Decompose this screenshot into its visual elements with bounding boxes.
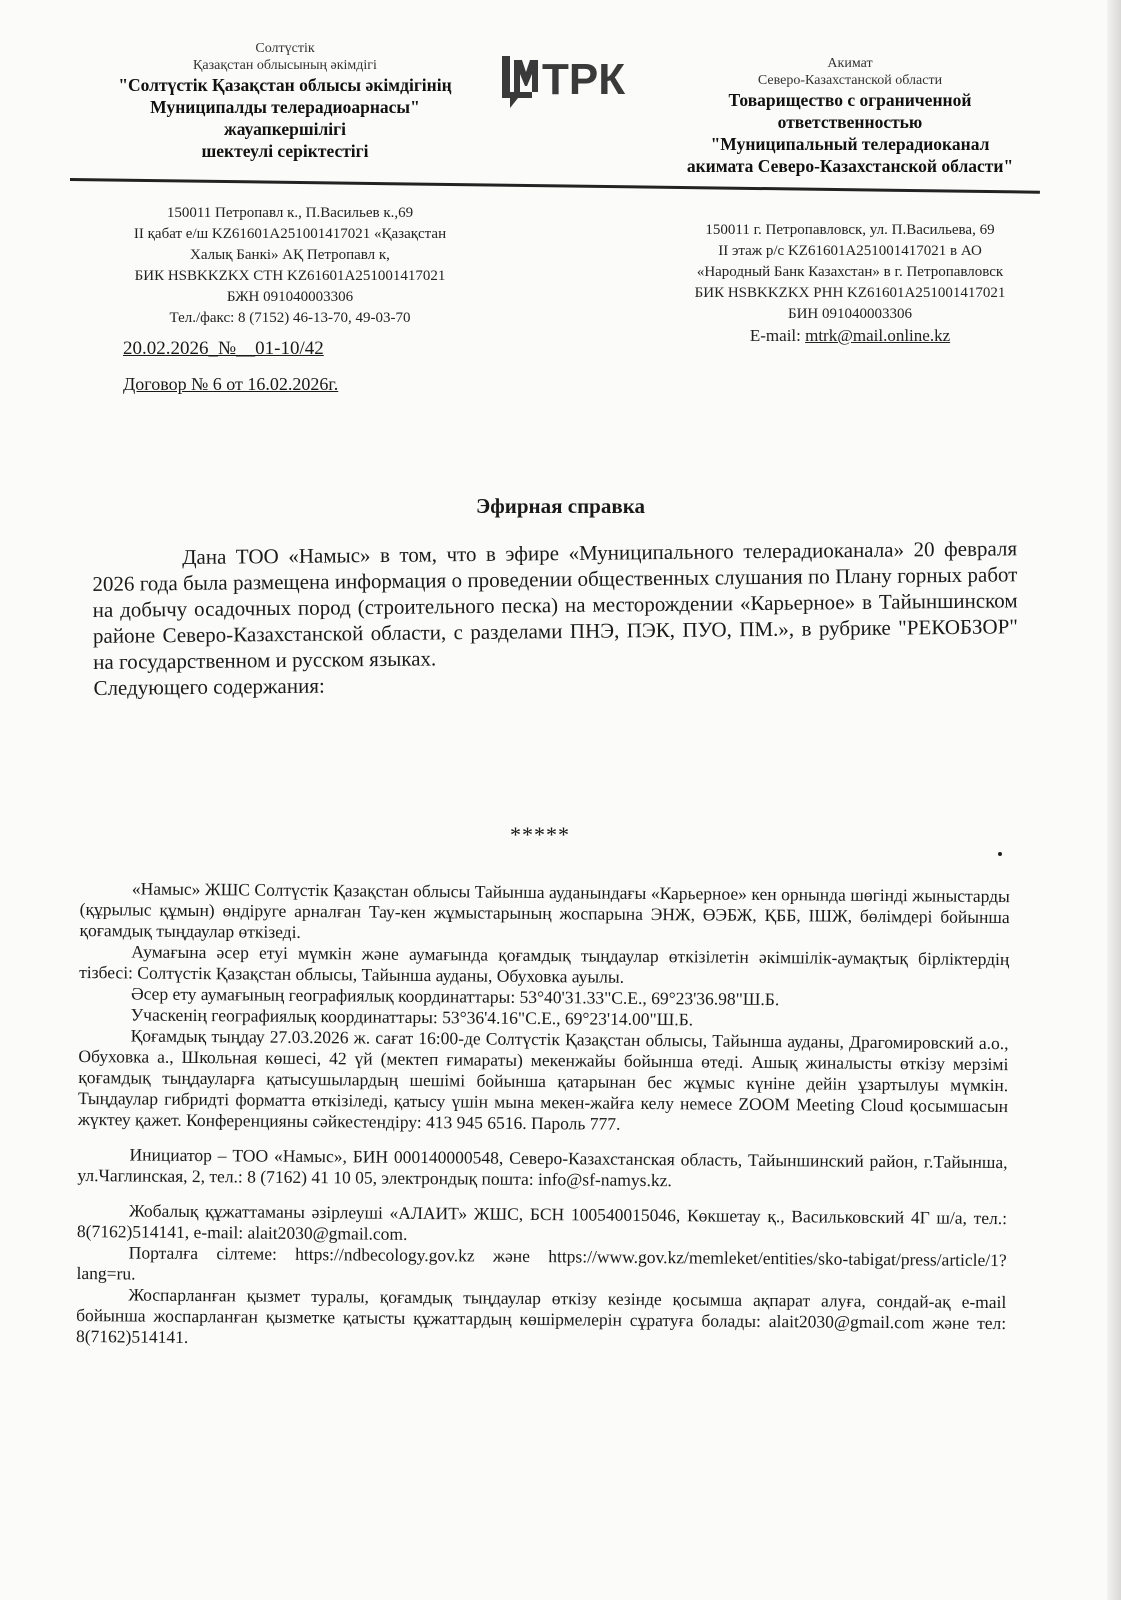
requisite-line: БИК HSBKKZKX СТН KZ61601A251001417021: [134, 268, 446, 284]
announcement-paragraph: Инициатор – ТОО «Намыс», БИН 000140000548, Северо-Казахстанская область, Тайыншинский район, г.Тайынша, ул.Чаглинская, 2, тел.: 8 (7162) 41 10 05, электрондық пошта: info@sf-namys.kz.: [77, 1144, 1008, 1191]
announcement-paragraph: Әсер ету аумағының географиялық координаттары: 53°40'31.33"С.Е., 69°23'36.98"Ш.Б.: [130, 983, 780, 1010]
announcement-paragraph: Жоспарланған қызмет туралы, қоғамдық тыңдаулар өткізу кезінде қосымша ақпарат алуға, сондай-ақ e-mail бойынша жоспарланған қызметке қатысты құжаттардың көшірмелерін сұратуға болады: alait2030@gmail.com және тел: 8(7162)514141.: [75, 1284, 1007, 1347]
contract-reference: Договор № 6 от 16.02.2026г.: [123, 374, 339, 394]
letterhead-kz-org: Муниципалды телерадиоарнасы": [150, 97, 420, 117]
letterhead-ru-org: ответственностью: [777, 112, 923, 132]
requisite-line: Халық Банкі» АҚ Петропавл к,: [190, 247, 390, 263]
letterhead-ru-org: акимата Северо-Казахстанской области": [686, 156, 1014, 176]
document-title: Эфирная справка: [476, 494, 645, 518]
letterhead-ru-org: "Муниципальный телерадиоканал: [710, 134, 990, 154]
certificate-body: [92, 535, 1019, 701]
requisite-line: II қабат е/ш KZ61601A251001417021 «Қазақстан: [133, 226, 447, 242]
logo-text: ТРК: [542, 55, 626, 104]
certificate-paragraph: Дана ТОО «Намыс» в том, что в эфире «Муниципального телерадиоканала» 20 февраля 2026 года была размещена информация о проведении общественных слушания по Плану горных работ на добычу осадочных пород (строительного песка) на месторождении «Карьерное» в Тайыншинском районе Северо-Казахстанской области, с разделами ПНЭ, ПЭК, ПУО, ПМ.», в рубрике "РЕКОБЗОР" на государственном и русском языках.: [92, 536, 1019, 674]
header-divider: [70, 178, 1040, 194]
requisites-kz: [70, 203, 510, 329]
letterhead-ru-org: Товарищество с ограниченной: [728, 90, 972, 110]
requisite-line: «Народный Банк Казахстан» в г. Петропавловск: [696, 264, 1004, 280]
letterhead-kz-org: жауапкершілігі: [224, 119, 346, 139]
letterhead-kz-line: Солтүстік: [255, 41, 315, 56]
announcement-paragraph: Порталға сілтеме: https://ndbecology.gov.kz және https://www.gov.kz/memleket/entities/sko-tabigat/press/article/1?lang=ru.: [76, 1242, 1007, 1284]
certificate-following: Следующего содержания:: [93, 673, 325, 700]
speck: [998, 852, 1002, 856]
email-link[interactable]: mtrk@mail.online.kz: [805, 326, 951, 345]
requisite-line: БИН 091040003306: [787, 306, 913, 322]
logo-mark-icon: [496, 52, 656, 114]
letterhead-ru: [650, 55, 1050, 177]
letterhead-kz-org: шектеулі серіктестігі: [201, 141, 369, 161]
announcement-paragraph: Аумағына әсер етуі мүмкін және аумағында қоғамдық тыңдаулар өткізілетін әкімшілік-аумақтық бірліктердің тізбесі: Солтүстік Қазақстан облысы, Тайынша ауданы, Обуховка ауылы.: [79, 941, 1010, 987]
letterhead-kz: [70, 40, 500, 162]
email-label: E-mail:: [749, 326, 801, 345]
announcement-paragraph: «Намыс» ЖШС Солтүстік Қазақстан облысы Тайынша ауданындағы «Карьерное» кен орнында шөгінді жыныстарды (құрылыс құмын) өндіруге арналған Тау-кен жұмыстарының жоспарына ЭНЖ, ӨЭБЖ, ҚББ, ІШЖ, бөлімдері бойынша қоғамдық тыңдаулар өткізеді.: [79, 878, 1010, 942]
requisite-line: БИК HSBKKZKX РНН KZ61601A251001417021: [694, 285, 1006, 301]
letterhead-kz-line: Қазақстан облысының әкімдігі: [193, 58, 377, 73]
letterhead-kz-org: "Солтүстік Қазақстан облысы әкімдігінің: [118, 75, 452, 95]
requisite-line: Тел./факс: 8 (7152) 46-13-70, 49-03-70: [169, 310, 411, 326]
document-number: 20.02.2026_№__01-10/42: [123, 338, 324, 359]
separator-stars: *****: [510, 822, 570, 847]
announcement-paragraph: Қоғамдық тыңдау 27.03.2026 ж. сағат 16:00-де Солтүстік Қазақстан облысы, Тайынша ауданы, Драгомировский а.о., Обуховка а., Школьная көшесі, 42 үй (мектеп ғимараты) мекенжайы бойынша өтеді. Ашық жиналысты өткізу мерзімі қоғамдық тыңдауларға қатысушылардың шешімі бойынша қатарынан бес жұмыс күніне дейін ұзартылуы мүмкін. Тыңдаулар гибридті форматта өткізіледі, қатысу үшін мына мекен-жайға келу немесе ZOOM Meeting Cloud қосымшасын жүктеу қажет. Конференцияны сәйкестендіру: 413 945 6516. Пароль 777.: [77, 1025, 1009, 1134]
announcement-paragraph: Учаскенің географиялық координаттары: 53°36'4.16"С.Е., 69°23'14.00"Ш.Б.: [130, 1004, 694, 1030]
requisite-line: БЖН 091040003306: [226, 289, 354, 305]
requisite-line: 150011 г. Петропавловск, ул. П.Васильева, 69: [705, 222, 995, 238]
email-row: [645, 325, 1055, 346]
announcement-paragraph: Жобалық құжаттаманы әзірлеуші «АЛАИТ» ЖШС, БСН 100540015046, Көкшетау қ., Васильковский 4Г ш/а, тел.: 8(7162)514141, e-mail: alait2030@gmail.com.: [76, 1200, 1008, 1244]
requisite-line: II этаж р/с KZ61601A251001417021 в АО: [718, 243, 982, 259]
requisite-line: 150011 Петропавл к., П.Васильев к.,69: [166, 205, 414, 221]
mtrk-logo: [496, 52, 656, 114]
requisites-ru: [645, 220, 1055, 346]
letterhead-ru-line: Северо-Казахстанской области: [757, 73, 943, 88]
announcement-block: [76, 878, 1010, 1355]
letterhead-ru-line: Акимат: [827, 56, 873, 71]
